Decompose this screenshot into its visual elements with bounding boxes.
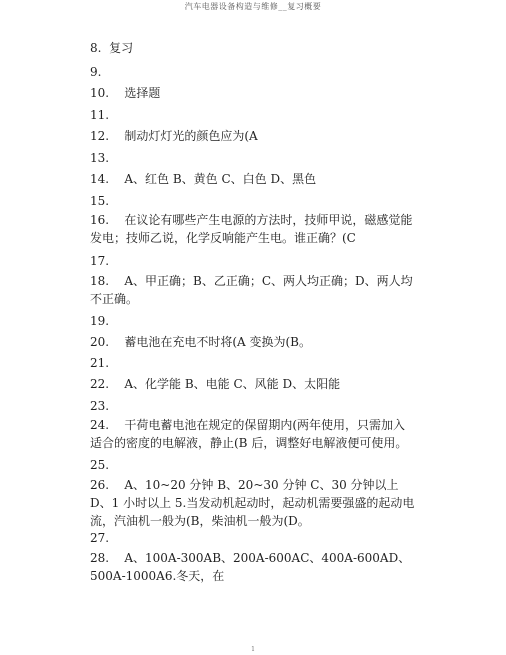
paragraph-8: 8. 复习 [90, 41, 134, 55]
paragraph-17: 17. [90, 254, 110, 268]
paragraph-14: 14. A、红色 B、黄色 C、白色 D、黑色 [90, 172, 317, 186]
paragraph-11: 11. [90, 108, 110, 122]
paragraph-24: 24. 干荷电蓄电池在规定的保留期内(两年使用，只需加入适合的密度的电解液，静止(B 后，调整好电解液便可使用。 [90, 418, 408, 450]
page-header: 汽车电器设备构造与维修__复习概要 [184, 2, 322, 11]
page-number: 1 [251, 646, 255, 653]
paragraph-13: 13. [90, 151, 110, 165]
paragraph-12: 12. 制动灯灯光的颜色应为(A [90, 129, 258, 143]
paragraph-25: 25. [90, 458, 110, 472]
paragraph-21: 21. [90, 356, 110, 370]
paragraph-22: 22. A、化学能 B、电能 C、风能 D、太阳能 [90, 377, 341, 391]
paragraph-26: 26. A、10~20 分钟 B、20~30 分钟 C、30 分钟以上 D、1 小时以上 5.当发动机起动时，起动机需要强盛的起动电流，汽油机一般为(B，柴油机一般为(D。 [90, 478, 415, 528]
paragraph-20: 20. 蓄电池在充电不时将(A 变换为(B。 [90, 335, 312, 349]
paragraph-15: 15. [90, 194, 110, 208]
paragraph-9: 9. [90, 65, 102, 79]
paragraph-27: 27. [90, 531, 110, 545]
paragraph-10: 10. 选择题 [90, 86, 161, 100]
paragraph-28: 28. A、100A-300AB、200A-600AC、400A-600AD、500A-1000A6.冬天，在 [90, 551, 411, 583]
paragraph-19: 19. [90, 314, 110, 328]
paragraph-18: 18. A、甲正确；B、乙正确；C、两人均正确；D、两人均不正确。 [90, 274, 413, 306]
paragraph-23: 23. [90, 399, 110, 413]
paragraph-16: 16. 在议论有哪些产生电源的方法时，技师甲说，磁感觉能发电；技师乙说，化学反响能产生电。谁正确？(C [90, 213, 413, 245]
